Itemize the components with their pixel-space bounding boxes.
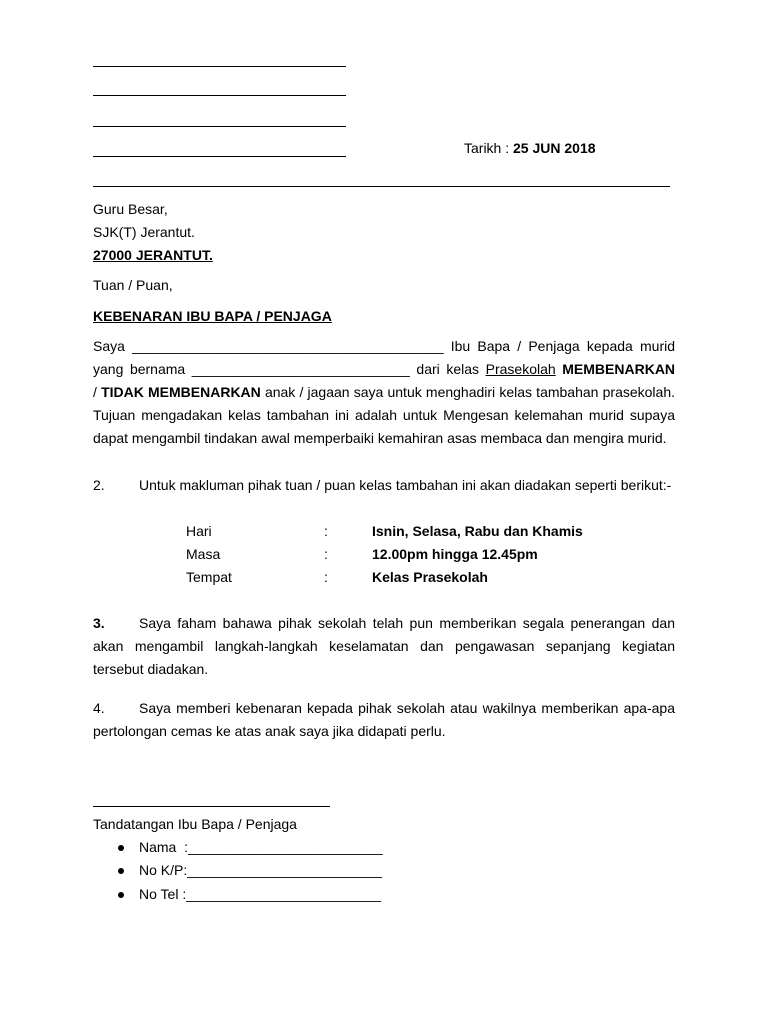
para3-line2: akan mengambil langkah-langkah keselamatan dan pengawasan sepanjang kegiatan	[93, 638, 675, 654]
salutation: Tuan / Puan,	[93, 277, 173, 293]
recipient-postcode: 27000 JERANTUT.	[93, 247, 213, 263]
bullet-no-kp	[118, 862, 124, 878]
address-blank-line-4	[93, 156, 346, 157]
para1-student-blank: ____________________________	[191, 361, 410, 377]
schedule-colon-tempat: :	[324, 569, 328, 585]
para1-line4: Tujuan mengadakan kelas tambahan ini adalah untuk Mengesan kelemahan murid supaya	[93, 407, 675, 423]
para1-membenarkan: MEMBENARKAN	[562, 361, 676, 377]
date-line	[464, 140, 596, 156]
date-value: 25 JUN 2018	[513, 140, 596, 156]
bullet-dot-icon	[118, 892, 124, 898]
field-no-tel: No Tel :_________________________	[139, 886, 381, 902]
schedule-value-masa: 12.00pm hingga 12.45pm	[372, 546, 538, 562]
para1-line1-tail: Ibu Bapa / Penjaga kepada murid	[450, 338, 676, 354]
para3-line1: Saya faham bahawa pihak sekolah telah pun memberikan segala penerangan dan	[139, 615, 675, 631]
para2-text: Untuk makluman pihak tuan / puan kelas tambahan ini akan diadakan seperti berikut:-	[139, 477, 672, 493]
para1-bernama: yang bernama	[93, 361, 186, 377]
para1-line2	[93, 361, 675, 377]
para4-line2: pertolongan cemas ke atas anak saya jika didapati perlu.	[93, 723, 446, 739]
para3-line3: tersebut diadakan.	[93, 661, 209, 677]
para1-name-blank: ________________________________________	[132, 338, 444, 354]
bullet-no-tel	[118, 886, 124, 902]
para1-prasekolah: Prasekolah	[485, 361, 556, 377]
para1-dari-kelas: dari kelas	[416, 361, 480, 377]
para4-line1: Saya memberi kebenaran kepada pihak sekolah atau wakilnya memberikan apa-apa	[139, 700, 675, 716]
bullet-dot-icon	[118, 845, 124, 851]
schedule-colon-masa: :	[324, 546, 328, 562]
para1-saya: Saya	[93, 338, 125, 354]
date-label: Tarikh :	[464, 140, 514, 156]
field-nama: Nama :_________________________	[139, 839, 383, 855]
bullet-nama	[118, 839, 124, 855]
schedule-label-masa: Masa	[186, 546, 221, 562]
header-separator	[93, 186, 670, 187]
recipient-title: Guru Besar,	[93, 201, 168, 217]
signature-line	[93, 806, 330, 807]
para1-slash: /	[93, 384, 97, 400]
address-blank-line-2	[93, 95, 346, 96]
schedule-label-tempat: Tempat	[186, 569, 232, 585]
subject-heading: KEBENARAN IBU BAPA / PENJAGA	[93, 308, 332, 324]
para1-line3-rest: anak / jagaan saya untuk menghadiri kelas tambahan prasekolah.	[264, 384, 675, 400]
recipient-school: SJK(T) Jerantut.	[93, 224, 195, 240]
address-blank-line-3	[93, 126, 346, 127]
para1-line1	[93, 338, 675, 354]
schedule-value-hari: Isnin, Selasa, Rabu dan Khamis	[372, 523, 583, 539]
bullet-dot-icon	[118, 868, 124, 874]
schedule-value-tempat: Kelas Prasekolah	[372, 569, 488, 585]
schedule-colon-hari: :	[324, 523, 328, 539]
address-blank-line-1	[93, 66, 346, 67]
para2-number: 2.	[93, 477, 105, 493]
para1-class-group	[486, 361, 675, 377]
schedule-label-hari: Hari	[186, 523, 212, 539]
para1-line5: dapat mengambil tindakan awal memperbaiki kemahiran asas membaca dan mengira murid.	[93, 430, 667, 446]
para4-number: 4.	[93, 700, 105, 716]
para3-number: 3.	[93, 615, 105, 631]
field-no-kp: No K/P:_________________________	[139, 862, 382, 878]
para1-line3	[93, 384, 675, 400]
para1-tidak-membenarkan: TIDAK MEMBENARKAN	[101, 384, 261, 400]
signature-caption: Tandatangan Ibu Bapa / Penjaga	[93, 816, 297, 832]
